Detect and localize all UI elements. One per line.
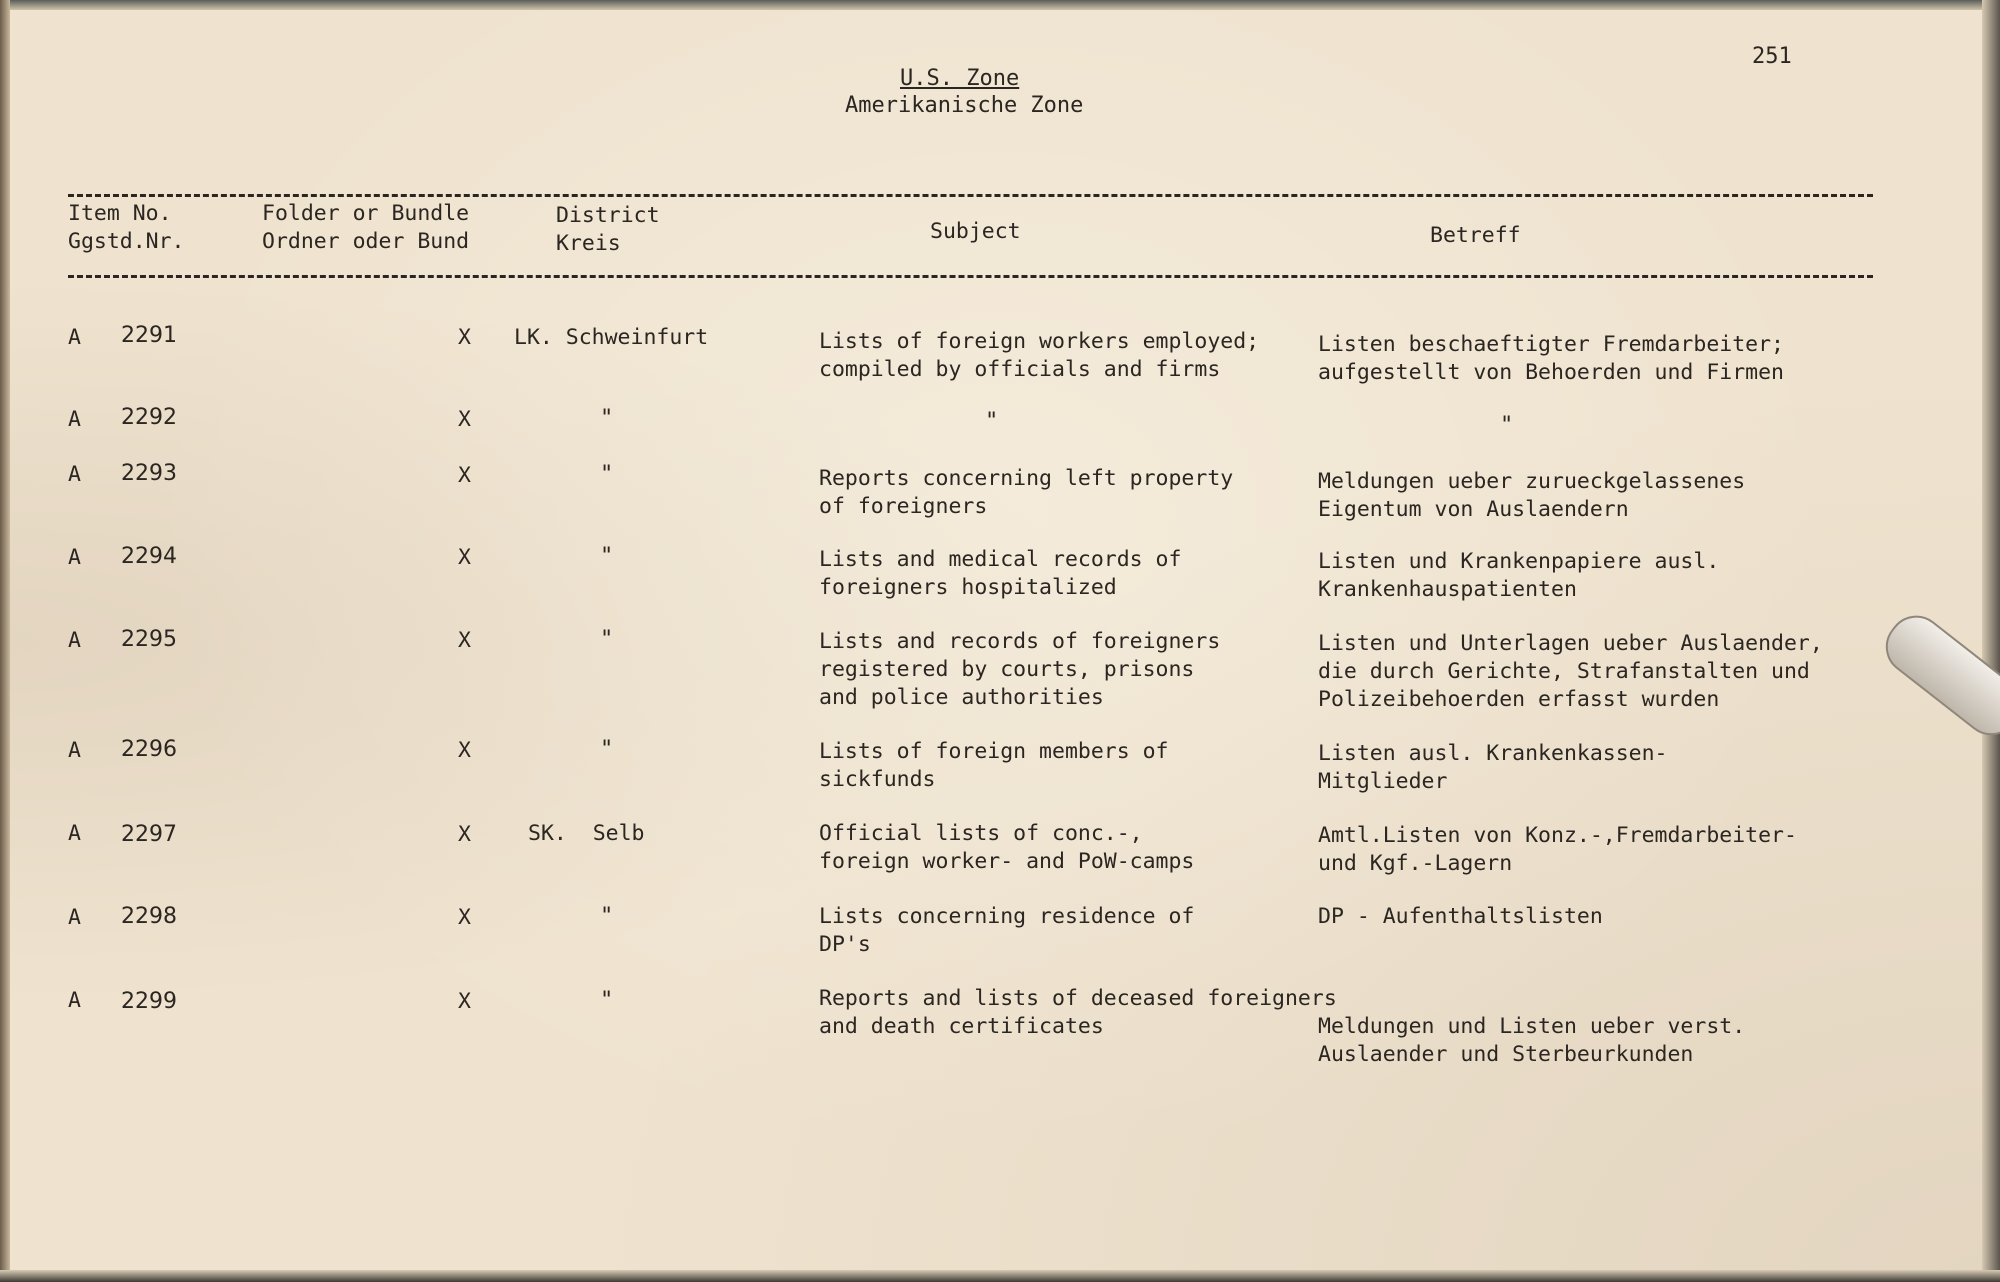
row-betreff — [1318, 548, 1719, 604]
row-letter: A — [68, 821, 81, 846]
page-number: 251 — [1752, 44, 1792, 69]
row-district: SK. Selb — [528, 821, 645, 846]
header-bottom-rule — [68, 275, 1873, 278]
page-bottom-edge — [0, 1270, 2000, 1282]
header-item-en: Item No. — [68, 201, 172, 226]
row-subject — [819, 546, 1181, 602]
row-district-ditto: " — [600, 904, 614, 929]
page-right-edge — [1982, 0, 2000, 1282]
row-subject — [819, 820, 1194, 876]
header-subject: Subject — [930, 219, 1021, 244]
row-betreff-line: Mitglieder — [1318, 769, 1448, 794]
row-folder-mark: X — [458, 738, 471, 763]
row-folder-mark: X — [458, 407, 471, 432]
header-folder — [262, 200, 469, 256]
row-betreff-line: Listen und Unterlagen ueber Auslaender, — [1318, 631, 1823, 656]
row-betreff — [1318, 468, 1745, 524]
header-district-en: District — [556, 203, 660, 228]
row-item-number: 2296 — [121, 737, 177, 762]
row-subject-ditto: " — [985, 409, 999, 434]
row-folder-mark: X — [458, 545, 471, 570]
row-item-number: 2291 — [121, 323, 177, 348]
row-betreff-line: Meldungen und Listen ueber verst. — [1318, 1014, 1746, 1039]
row-item-number: 2294 — [121, 544, 177, 569]
row-folder-mark: X — [458, 325, 471, 350]
row-item-number: 2292 — [121, 405, 177, 430]
row-subject-line: registered by courts, prisons — [819, 657, 1195, 682]
row-betreff — [1318, 822, 1797, 878]
row-subject — [819, 985, 1337, 1041]
row-betreff — [1318, 740, 1668, 796]
row-subject — [819, 903, 1194, 959]
row-district-ditto: " — [600, 544, 614, 569]
row-betreff-line: Auslaender und Sterbeurkunden — [1318, 1042, 1694, 1067]
row-letter: A — [68, 325, 81, 350]
row-subject-line: Lists of foreign members of — [819, 739, 1169, 764]
row-district-ditto: " — [600, 627, 614, 652]
header-betreff: Betreff — [1430, 223, 1521, 248]
header-folder-de: Ordner oder Bund — [262, 229, 470, 254]
row-district-ditto: " — [600, 462, 614, 487]
row-letter: A — [68, 738, 81, 763]
page-top-edge — [0, 0, 2000, 10]
header-district-de: Kreis — [556, 231, 621, 256]
row-betreff-line: aufgestellt von Behoerden und Firmen — [1318, 360, 1784, 385]
row-subject-line: and police authorities — [819, 685, 1104, 710]
row-subject-line: Lists and records of foreigners — [819, 629, 1221, 654]
row-subject — [819, 465, 1233, 521]
row-subject-line: Lists of foreign workers employed; — [819, 329, 1260, 354]
row-item-number: 2297 — [121, 822, 177, 847]
row-betreff-line: Eigentum von Auslaendern — [1318, 497, 1629, 522]
row-folder-mark: X — [458, 822, 471, 847]
page-title-english: U.S. Zone — [900, 66, 1020, 91]
row-subject-line: Reports and lists of deceased foreigners — [819, 986, 1337, 1011]
row-folder-mark: X — [458, 628, 471, 653]
row-district: LK. Schweinfurt — [514, 325, 709, 350]
row-subject-line: foreigners hospitalized — [819, 575, 1117, 600]
row-betreff-line: Krankenhauspatienten — [1318, 577, 1577, 602]
header-top-rule — [68, 194, 1873, 197]
row-betreff-line: Listen beschaeftigter Fremdarbeiter; — [1318, 332, 1784, 357]
row-item-number: 2295 — [121, 627, 177, 652]
row-betreff-line: Polizeibehoerden erfasst wurden — [1318, 687, 1720, 712]
row-betreff-line: DP - Aufenthaltslisten — [1318, 904, 1603, 929]
row-betreff-line: Meldungen ueber zurueckgelassenes — [1318, 469, 1746, 494]
row-district-ditto: " — [600, 406, 614, 431]
row-subject — [819, 738, 1169, 794]
row-betreff-ditto: " — [1500, 413, 1514, 438]
row-letter: A — [68, 988, 81, 1013]
row-subject-line: and death certificates — [819, 1014, 1104, 1039]
row-district-ditto: " — [600, 737, 614, 762]
row-betreff-line: die durch Gerichte, Strafanstalten und — [1318, 659, 1810, 684]
header-item — [68, 200, 185, 256]
row-subject-line: sickfunds — [819, 767, 936, 792]
row-letter: A — [68, 628, 81, 653]
header-item-de: Ggstd.Nr. — [68, 229, 185, 254]
row-subject-line: Official lists of conc.-, — [819, 821, 1143, 846]
page-title-german: Amerikanische Zone — [845, 93, 1084, 118]
row-letter: A — [68, 545, 81, 570]
row-folder-mark: X — [458, 463, 471, 488]
row-betreff — [1318, 331, 1784, 387]
row-betreff — [1318, 903, 1603, 931]
row-letter: A — [68, 407, 81, 432]
row-subject — [819, 328, 1259, 384]
row-subject-line: Lists and medical records of — [819, 547, 1182, 572]
row-betreff-line: Amtl.Listen von Konz.-,Fremdarbeiter- — [1318, 823, 1797, 848]
row-item-number: 2293 — [121, 461, 177, 486]
binding-spine — [0, 0, 10, 1282]
header-folder-en: Folder or Bundle — [262, 201, 470, 226]
row-subject-line: Reports concerning left property — [819, 466, 1234, 491]
row-betreff-line: und Kgf.-Lagern — [1318, 851, 1513, 876]
header-district — [556, 202, 660, 258]
row-betreff-line: Listen ausl. Krankenkassen- — [1318, 741, 1668, 766]
row-folder-mark: X — [458, 989, 471, 1014]
row-folder-mark: X — [458, 905, 471, 930]
row-betreff — [1318, 630, 1823, 714]
row-subject-line: compiled by officials and firms — [819, 357, 1221, 382]
row-district-ditto: " — [600, 988, 614, 1013]
row-subject-line: foreign worker- and PoW-camps — [819, 849, 1195, 874]
row-betreff — [1318, 1013, 1745, 1069]
row-subject — [819, 628, 1220, 712]
row-subject-line: DP's — [819, 932, 871, 957]
row-item-number: 2298 — [121, 904, 177, 929]
row-letter: A — [68, 905, 81, 930]
row-letter: A — [68, 462, 81, 487]
row-betreff-line: Listen und Krankenpapiere ausl. — [1318, 549, 1720, 574]
row-item-number: 2299 — [121, 989, 177, 1014]
row-subject-line: of foreigners — [819, 494, 988, 519]
row-subject-line: Lists concerning residence of — [819, 904, 1195, 929]
